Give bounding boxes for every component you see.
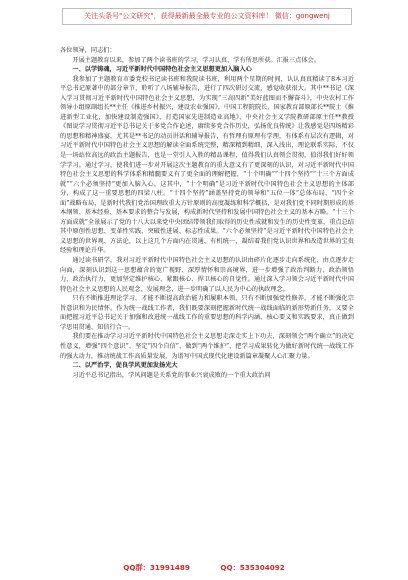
paragraph: 开展主题教育以来，参加了两个读书班的学习，学习认真，学有所思所获。汇报三点体会。	[72, 56, 320, 64]
paragraph: 只有不断推进理论学习，才能不断提高政治能力和履职本领，只有不断加强党性修养，才能不断强化宗旨意识和为民情怀。作为统一战线工作者，我们既要深刻把握新时代统一战线面临的新形势新任务，又要全面把握习近平总书记关于加强和改进统一战线工作的重要思想的科学内涵、核心要义和实践要求，真正做到学思用贯通、知信行合一。	[60, 295, 354, 331]
header-banner: 关注头条号"公文研究"，获得最新最全最专业的公文资料库！ 微信：gongwenj	[62, 8, 352, 25]
footer-qq-group: QQ群：31991489	[123, 563, 190, 572]
section-heading: 一、以学铸魂，习近平新时代中国特色社会主义思想更加入脑入心	[72, 66, 252, 74]
footer	[0, 563, 408, 573]
section-heading: 二、以严治学，促良学风更加发扬光大	[72, 362, 178, 370]
paragraph: 习近平总书记指出，学风问题是关系党的事业兴衰成败的一个重大政治问	[72, 371, 271, 379]
paragraph: 我参加了主题教育市委党校书记读书班和我院读书班，利用两个星期的时间，认认真真精读了8本习近平总书记原著中的部分章节，聆听了八场辅导报告，进行了四次研讨交流，感觉收获很大。其中**书记《深入学习贯彻习近平新时代中国特色社会主义思想，为实现“三高四新”美好蓝图而不懈奋斗》，中央农村工作领导小组原副组长**主任《推进乡村振兴，建设农业强国》，中国工程院院长、国家教育部原部长**院士《推进新型工业化，加快建设制造强国》，打造国家先进制造业高地》，中央社会主义学院教研部原主任**教授《图说学习贯彻习近平总书记关于多党合作论述，赓续多党合作历史，弘扬优良传统》让我感觉是四场精彩的思想和精神盛宴，尤其是**书记的动员讲话和辅导报告，有哲理有原理有学理，有体系有层次有逻辑，对习近平新时代中国特色社会主义思想的解读全面系统完整，精深精到精细，深入浅出，理论联系实际，不仅是一场站位高远的政治主题报告，也是一堂引人入胜的精品课程，值得我们认真领会贯彻，值得我们好好领学学习。通过学习，使我们进一步对开展这次主题教育的重大意义有了更深刻的认识，对习近平新时代中国特色社会主义思想的科学体系和精髓要义有了更全面的理解把握，“十个明确”“十四个坚持”“十三个方面成就”“六个必须坚持”更加入脑入心。这其中，“十个明确”是习近平新时代中国特色社会主义思想的主体部分，构成了这一重要思想的四梁八柱。“十四个坚持”涵盖坚持党的领导和“五位一体”总体布局、“四个全面”战略布局，是新时代我们党治国理政重大方针原则的高度凝练和科学概括，是对我们党不同时期形成的基本纲领、基本经验、基本要求的整合与发展，构成新时代坚持和发展中国特色社会主义的基本方略。“十三个方面成就”全景展示了党的十八大以来党中央团结带领我们取得的历史性成就和发生的历史性变革，重点总结其中原创性思想、变革性实践、突破性进展、标志性成果。“六个必须坚持”是习近平新时代中国特色社会主义思想的世界观、方法论，以上这几个方面内在贯通、有机统一，凝结着我们党认识世界和改造世界的宝贵经验和理论升华。	[60, 75, 354, 255]
footer-qq: QQ：535304092	[220, 563, 285, 572]
paragraph: 我们要在推动学习习近平新时代中国特色社会主义思想走深走实上下功夫，深刻领会“两个确立”的决定性意义，增强“四个意识”、坚定“四个自信”、做到“两个维护”，把学习成果转化为做好新时代统一战线工作的强大动力，推动统战工作高质量发展，为谱写中国式现代化建设新篇章凝聚人心汇聚力量。	[60, 333, 354, 360]
paragraph: 通过读书研学，我对习近平新时代中国特色社会主义思想的认识由碎片化逐步走向系统化、由点逐步走向面，深刻认识到这一思想蕴含的宽广视野、深厚情怀和崇高境界，进一步增强了政治判断力、政治领悟力、政治执行力，更加坚定维护核心、紧跟核心、捍卫核心的自觉性。通过深入学习领会习近平新时代中国特色社会主义思想的人民观念、发展理念，进一步明确了以人民为中心的执政理念。	[60, 257, 354, 293]
salutation: 各位领导，同志们：	[60, 47, 116, 54]
document-body	[60, 46, 354, 380]
